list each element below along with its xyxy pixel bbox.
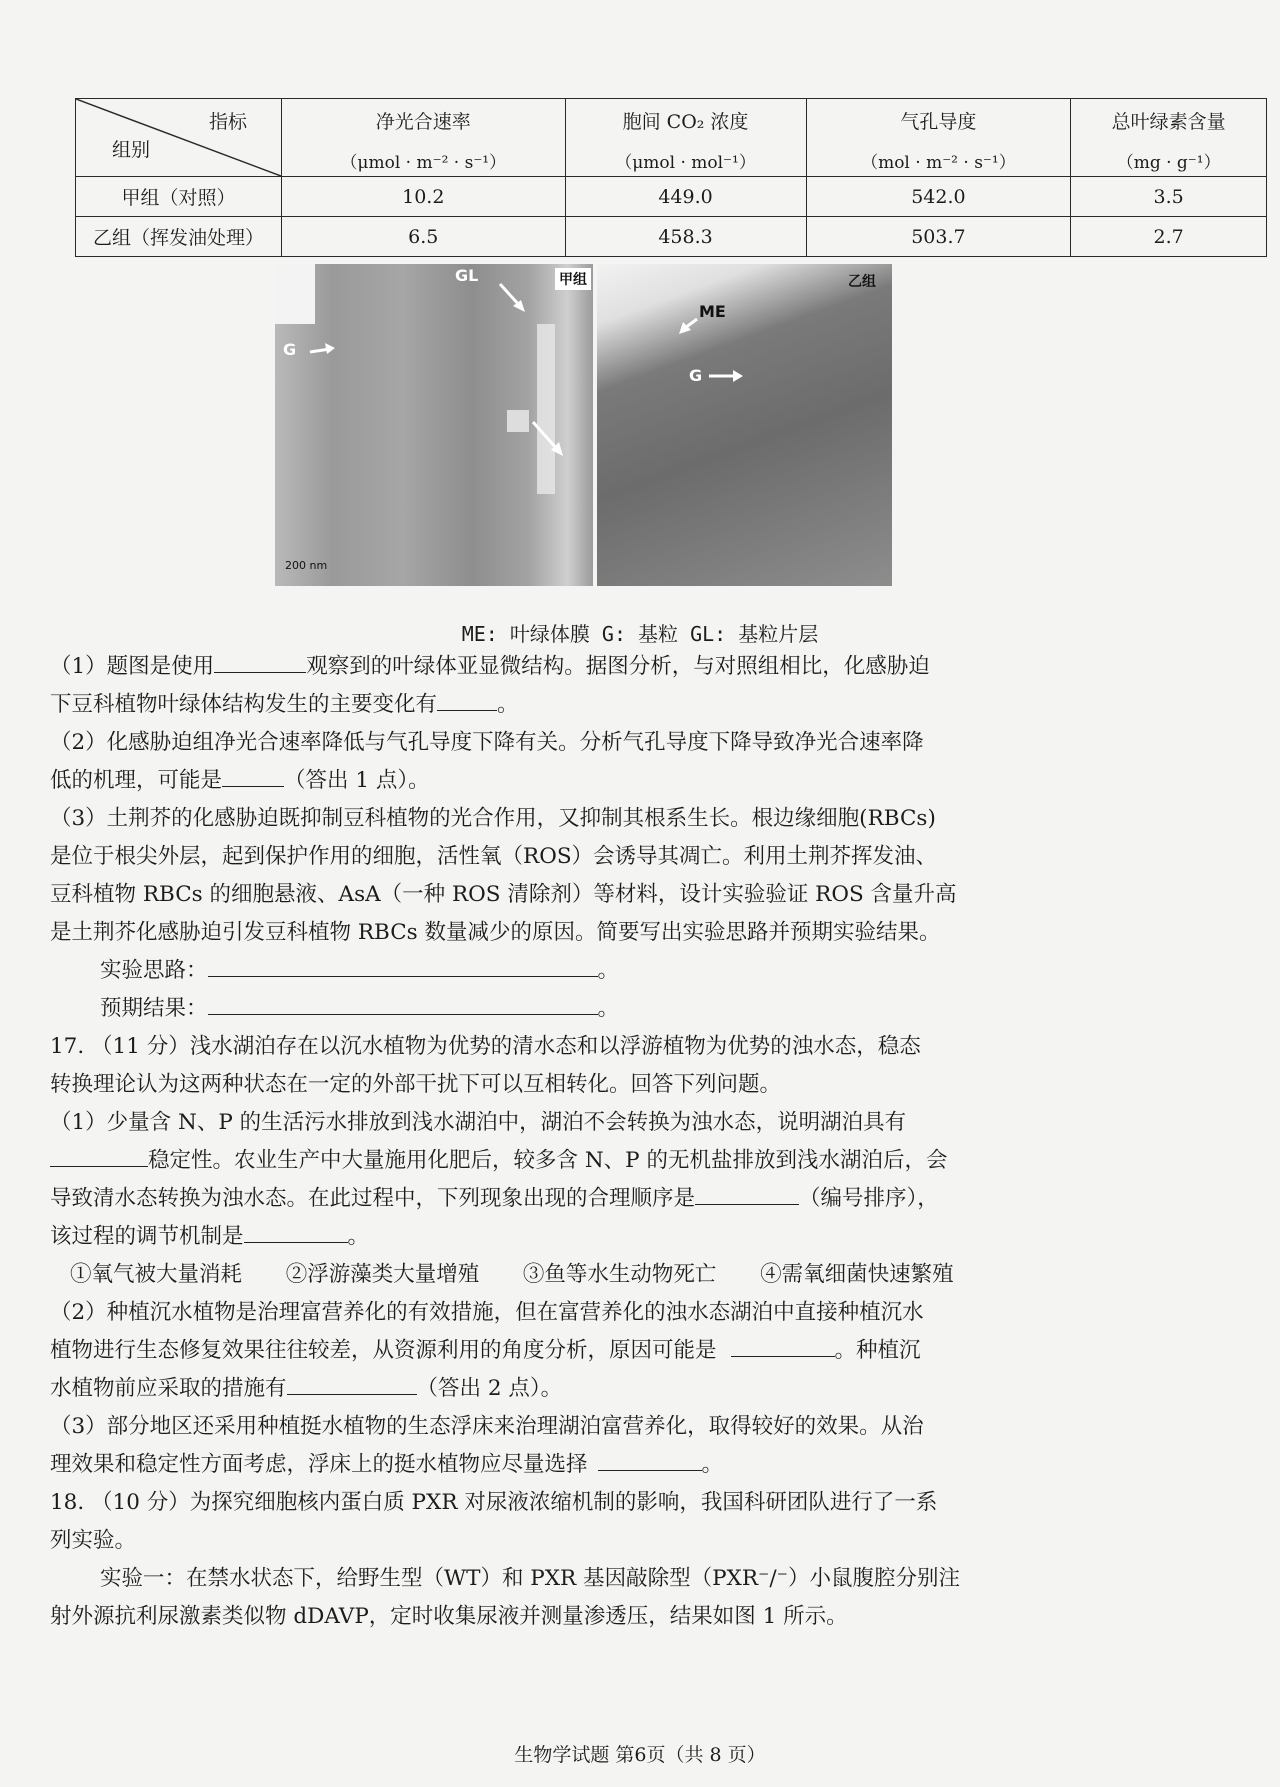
corner-group-label: 组别 [112,139,151,161]
option: ④需氧细菌快速繁殖 [760,1262,954,1287]
scale-bar: 200 nm [285,559,328,572]
diagonal-line [76,99,281,176]
answer-blank[interactable] [244,1220,348,1243]
q3-idea-line [100,952,1280,990]
q17-3-line1: （3）部分地区还采用种植挺水植物的生态浮床来治理湖泊富营养化，取得较好的效果。从治 [50,1414,924,1439]
column-header [806,99,1071,177]
table-cell: 6.5 [282,217,566,257]
table-cell: 542.0 [806,177,1071,217]
option: ②浮游藻类大量增殖 [285,1262,480,1287]
text: 。 [347,1224,370,1249]
text: 植物进行生态修复效果往往较差，从资源利用的角度分析，原因可能是 [50,1338,717,1363]
micrograph-arrows [275,264,593,586]
text: 。 [597,996,620,1021]
gl-label: GL [455,266,479,285]
answer-blank[interactable] [695,1182,799,1205]
q3-line4: 是土荆芥化感胁迫引发豆科植物 RBCs 数量减少的原因。简要写出实验思路并预期实验结果。 [50,920,941,945]
g-label-treatment: G [689,366,703,385]
column-header [565,99,806,177]
answer-blank[interactable] [208,992,598,1015]
table-row [76,177,1267,217]
table-cell: 458.3 [565,217,806,257]
micrograph-treatment [597,264,892,586]
text: 实验思路： [100,958,208,983]
q2-line2 [50,762,1235,800]
answer-blank[interactable] [50,1144,148,1167]
results-table [75,98,1267,257]
text: 下豆科植物叶绿体结构发生的主要变化有 [50,692,438,717]
figure-caption: ME: 叶绿体膜 G: 基粒 GL: 基粒片层 [461,622,819,646]
answer-blank[interactable] [287,1372,417,1395]
column-name: 净光合速率 [375,110,471,133]
table-row [76,217,1267,257]
text: （编号排序）， [799,1186,939,1211]
q18-line1: 18. （10 分）为探究细胞核内蛋白质 PXR 对尿液浓缩机制的影响，我国科研团队进行了一系 [50,1490,938,1515]
text: 低的机理，可能是 [50,768,223,793]
q3-line1: （3）土荆芥的化感胁迫既抑制豆科植物的光合作用，又抑制其根系生长。根边缘细胞(RBCs) [50,806,936,831]
q17-1-line2 [50,1142,1235,1180]
page-footer: 生物学试题 第6页（共 8 页） [514,1744,766,1766]
q18-line4: 射外源抗利尿激素类似物 dDAVP，定时收集尿液并测量渗透压，结果如图 1 所示。 [50,1604,848,1629]
q18-line3: 实验一：在禁水状态下，给野生型（WT）和 PXR 基因敲除型（PXR⁻/⁻）小鼠腹腔分别注 [100,1566,960,1591]
column-header [282,99,566,177]
q17-line1: 17. （11 分）浅水湖泊存在以沉水植物为优势的清水态和以浮游植物为优势的浊水态，稳态 [50,1034,921,1059]
me-label: ME [699,302,726,321]
micrograph-control [275,264,593,586]
q3-line3: 豆科植物 RBCs 的细胞悬液、AsA（一种 ROS 清除剂）等材料，设计实验验证 ROS 含量升高 [50,882,957,907]
table-cell: 2.7 [1071,217,1267,257]
table-cell: 10.2 [282,177,566,217]
text: 水植物前应采取的措施有 [50,1376,287,1401]
text: 理效果和稳定性方面考虑，浮床上的挺水植物应尽量选择 [50,1452,588,1477]
q3-line2: 是位于根尖外层，起到保护作用的细胞，活性氧（ROS）会诱导其凋亡。利用土荆芥挥发油、 [50,844,938,869]
answer-blank[interactable] [598,1448,702,1471]
treatment-group-tag: 乙组 [848,274,876,290]
q17-1-line4 [50,1218,1235,1256]
q17-1-line3 [50,1180,1235,1218]
table-cell: 449.0 [565,177,806,217]
column-unit: （μmol · mol⁻¹） [615,152,756,173]
table-corner-cell [76,99,282,177]
column-name: 总叶绿素含量 [1111,110,1226,133]
q17-2-line1: （2）种植沉水植物是治理富营养化的有效措施，但在富营养化的浊水态湖泊中直接种植沉水 [50,1300,924,1325]
q2-line1: （2）化感胁迫组净光合速率降低与气孔导度下降有关。分析气孔导度下降导致净光合速率降 [50,730,924,755]
q1-line1 [50,648,1235,686]
text: （答出 2 点）。 [416,1376,563,1401]
text: 。 [497,692,519,717]
option: ③鱼等水生动物死亡 [522,1262,717,1287]
corner-indicator-label: 指标 [208,111,247,133]
q17-line2: 转换理论认为这两种状态在一定的外部干扰下可以互相转化。回答下列问题。 [50,1072,782,1097]
q17-1-line1: （1）少量含 N、P 的生活污水排放到浅水湖泊中，湖泊不会转换为浊水态，说明湖泊具有 [50,1110,907,1135]
text: 。 [597,958,620,983]
q17-3-line2 [50,1446,1235,1484]
text: （1）题图是使用 [50,654,215,679]
column-unit: （μmol · m⁻² · s⁻¹） [340,152,507,173]
text: 该过程的调节机制是 [50,1224,244,1249]
text: 。种植沉 [834,1338,921,1363]
answer-blank[interactable] [214,650,306,673]
q18-line2: 列实验。 [50,1528,137,1553]
column-header [1071,99,1267,177]
text: 导致清水态转换为浊水态。在此过程中，下列现象出现的合理顺序是 [50,1186,696,1211]
control-group-tag: 甲组 [555,268,591,290]
column-unit: （mg · g⁻¹） [1116,152,1221,173]
q1-line2 [50,686,1235,724]
g-label-control: G [283,340,297,359]
text: （答出 1 点）。 [284,768,430,793]
answer-blank[interactable] [222,764,284,787]
micrograph-arrows [597,264,892,586]
q17-options [70,1256,1255,1294]
q17-2-line3 [50,1370,1235,1408]
answer-blank[interactable] [437,688,497,711]
table-header-row [76,99,1267,177]
table-cell: 503.7 [806,217,1071,257]
row-group: 甲组（对照） [76,177,282,217]
column-name: 胞间 CO₂ 浓度 [622,110,749,133]
column-name: 气孔导度 [900,110,977,133]
option: ①氧气被大量消耗 [70,1262,243,1287]
text: 预期结果： [100,996,208,1021]
answer-blank[interactable] [208,954,598,977]
table-cell: 3.5 [1071,177,1267,217]
q17-2-line2 [50,1332,1235,1370]
column-unit: （mol · m⁻² · s⁻¹） [861,152,1016,173]
answer-blank[interactable] [731,1334,835,1357]
q3-result-line [100,990,1280,1028]
text: 。 [701,1452,724,1477]
text: 稳定性。农业生产中大量施用化肥后，较多含 N、P 的无机盐排放到浅水湖泊后，会 [148,1148,948,1173]
row-group: 乙组（挥发油处理） [76,217,282,257]
text: 观察到的叶绿体亚显微结构。据图分析，与对照组相比，化感胁迫 [306,654,930,679]
